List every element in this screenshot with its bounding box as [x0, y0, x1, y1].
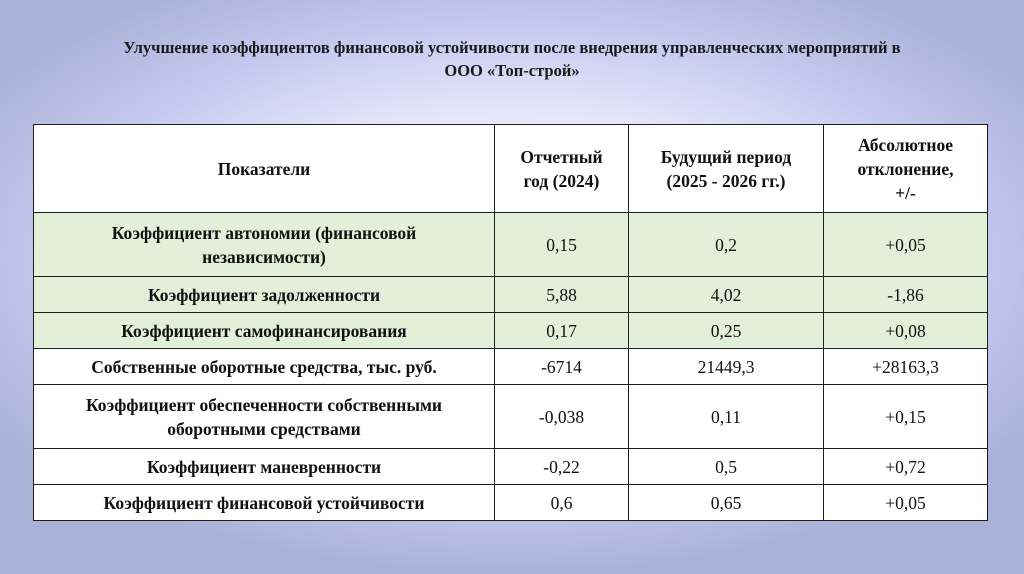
title-line-1: Улучшение коэффициентов финансовой устойчивости после внедрения управленческих мероприятий в: [123, 38, 901, 57]
cell-future: 0,25: [629, 313, 824, 349]
header-reported-year: Отчетный год (2024): [495, 125, 629, 213]
slide-title: [40, 36, 984, 82]
cell-future: 0,2: [629, 213, 824, 277]
row-indicator-name: Собственные оборотные средства, тыс. руб.: [34, 349, 495, 385]
header-future-period: Будущий период (2025 - 2026 гг.): [629, 125, 824, 213]
cell-reported: 5,88: [495, 277, 629, 313]
cell-reported: 0,15: [495, 213, 629, 277]
row-indicator-name: Коэффициент финансовой устойчивости: [34, 485, 495, 521]
table-row: [34, 313, 988, 349]
title-line-2: ООО «Топ-строй»: [444, 61, 580, 80]
cell-future: 4,02: [629, 277, 824, 313]
header-indicator: Показатели: [34, 125, 495, 213]
cell-deviation: +0,72: [824, 449, 988, 485]
cell-deviation: +0,08: [824, 313, 988, 349]
row-indicator-name: Коэффициент маневренности: [34, 449, 495, 485]
table-row: [34, 277, 988, 313]
row-indicator-name: Коэффициент самофинансирования: [34, 313, 495, 349]
table-row: [34, 213, 988, 277]
table-row: [34, 349, 988, 385]
table-header-row: [34, 125, 988, 213]
row-indicator-name: Коэффициент обеспеченности собственными оборотными средствами: [34, 385, 495, 449]
row-indicator-name: Коэффициент задолженности: [34, 277, 495, 313]
cell-future: 21449,3: [629, 349, 824, 385]
cell-future: 0,11: [629, 385, 824, 449]
cell-reported: 0,6: [495, 485, 629, 521]
cell-reported: 0,17: [495, 313, 629, 349]
cell-reported: -0,22: [495, 449, 629, 485]
cell-deviation: +28163,3: [824, 349, 988, 385]
cell-deviation: +0,05: [824, 213, 988, 277]
table-row: [34, 449, 988, 485]
financial-ratios-table: [33, 124, 988, 521]
cell-reported: -6714: [495, 349, 629, 385]
cell-reported: -0,038: [495, 385, 629, 449]
cell-future: 0,65: [629, 485, 824, 521]
cell-deviation: +0,15: [824, 385, 988, 449]
cell-future: 0,5: [629, 449, 824, 485]
row-indicator-name: Коэффициент автономии (финансовой независимости): [34, 213, 495, 277]
header-absolute-deviation: Абсолютное отклонение, +/-: [824, 125, 988, 213]
table-row: [34, 385, 988, 449]
cell-deviation: +0,05: [824, 485, 988, 521]
table-row: [34, 485, 988, 521]
cell-deviation: -1,86: [824, 277, 988, 313]
